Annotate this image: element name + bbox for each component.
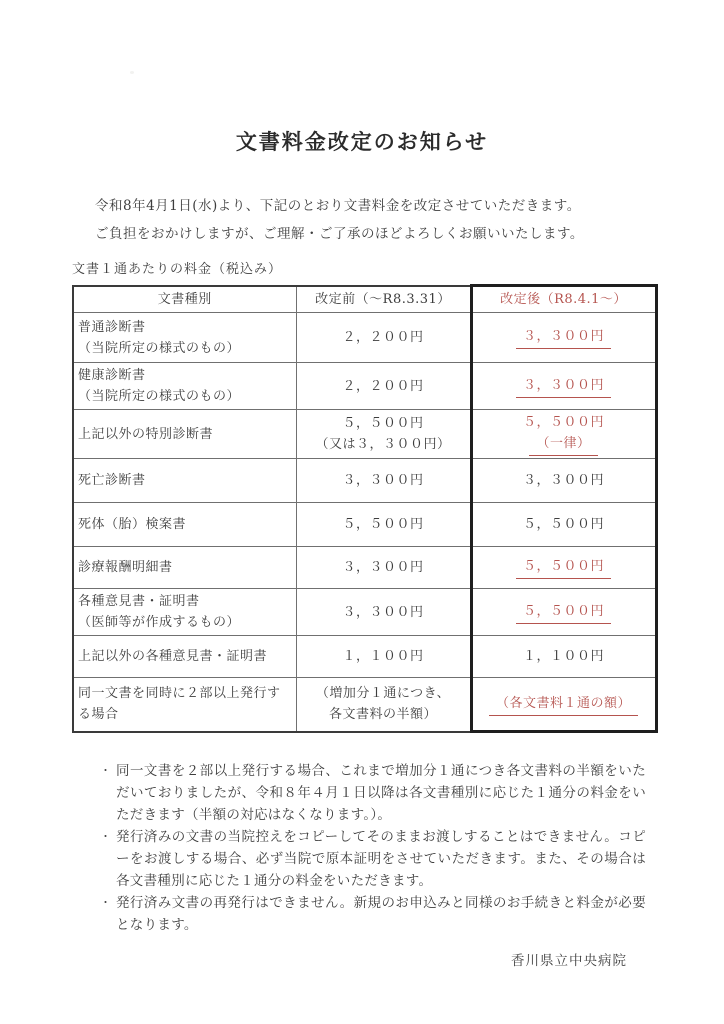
doc-type-cell: 診療報酬明細書 <box>73 547 296 589</box>
before-fee-value: ５，５００円 <box>342 416 424 431</box>
after-fee-cell <box>471 363 656 410</box>
after-fee-value: ３，３００円 <box>516 326 611 349</box>
doc-type-sub: （当院所定の様式のもの） <box>78 389 241 404</box>
before-fee-cell: １，１００円 <box>296 636 471 678</box>
doc-type-name: 健康診断書 <box>78 368 146 383</box>
after-fee-cell: ３，３００円 <box>471 459 656 503</box>
after-fee-cell <box>471 410 656 459</box>
doc-type-cell: 上記以外の特別診断書 <box>73 410 296 459</box>
before-fee-cell: ３，３００円 <box>296 589 471 636</box>
before-fee-cell: ３，３００円 <box>296 459 471 503</box>
doc-type-cell: 同一文書を同時に２部以上発行する場合 <box>73 678 296 732</box>
notes-list <box>100 760 646 936</box>
doc-type-sub: （当院所定の様式のもの） <box>78 340 241 356</box>
note-item: ・ 発行済みの文書の当院控えをコピーしてそのままお渡しすることはできません。コピーをお渡しする場合、必ず当院で原本証明をさせていただきます。また、その場合は各文書種別に応じた１通分の料金をいただきます。 <box>100 826 646 892</box>
before-fee-cell <box>296 410 471 459</box>
table-caption: 文書１通あたりの料金（税込み） <box>72 262 283 277</box>
table-row <box>73 363 656 410</box>
before-fee-cell <box>296 678 471 732</box>
after-fee-cell: １，１００円 <box>471 636 656 678</box>
after-fee-cell <box>471 547 656 589</box>
after-fee-value: ５，５００円 <box>522 415 604 430</box>
header-doc-type: 文書種別 <box>73 286 296 313</box>
after-fee-cell <box>471 589 656 636</box>
intro-paragraph <box>95 192 724 248</box>
doc-type-cell: 死体（胎）検案書 <box>73 503 296 547</box>
note-item: ・ 発行済み文書の再発行はできません。新規のお申込みと同様のお手続きと料金が必要となります。 <box>100 892 646 936</box>
after-fee-sub: （一律） <box>529 433 597 456</box>
doc-type-cell <box>73 363 296 410</box>
header-before: 改定前（～R8.3.31） <box>296 286 471 313</box>
before-fee-cell: ３，３００円 <box>296 547 471 589</box>
table-row <box>73 503 656 547</box>
after-fee-value: ５，５００円 <box>516 601 611 624</box>
intro-line-1: 令和8年4月1日(水)より、下記のとおり文書料金を改定させていただきます。 <box>95 198 581 214</box>
scan-speck <box>130 71 134 74</box>
after-fee-cell <box>471 678 656 732</box>
after-fee-cell: ５，５００円 <box>471 503 656 547</box>
before-fee-cell: ２，２００円 <box>296 363 471 410</box>
table-row <box>73 313 656 363</box>
after-fee-value: ３，３００円 <box>516 375 611 398</box>
before-fee-sub: 各文書料の半額） <box>328 707 437 723</box>
intro-line-2: ご負担をおかけしますが、ご理解・ご了承のほどよろしくお願いいたします。 <box>95 226 584 242</box>
doc-type-name: 各種意見書・証明書 <box>78 594 200 609</box>
after-fee-cell <box>471 313 656 363</box>
table-row <box>73 678 656 732</box>
note-item: ・ 同一文書を２部以上発行する場合、これまで増加分１通につき各文書料の半額をいただいておりましたが、令和８年４月１日以降は各文書種別に応じた１通分の料金をいただきます（半額の対応はなくなります。）。 <box>100 760 646 826</box>
fee-table <box>72 284 658 733</box>
header-after: 改定後（R8.4.1～） <box>471 286 656 313</box>
signature: 香川県立中央病院 <box>511 953 627 969</box>
before-fee-sub: （又は３，３００円） <box>315 437 451 452</box>
table-row <box>73 547 656 589</box>
before-fee-value: （増加分１通につき、 <box>315 686 451 702</box>
table-row <box>73 459 656 503</box>
doc-type-cell: 上記以外の各種意見書・証明書 <box>73 636 296 678</box>
doc-type-sub: （医師等が作成するもの） <box>78 615 241 630</box>
table-row <box>73 589 656 636</box>
doc-type-cell <box>73 589 296 636</box>
table-header-row <box>73 286 656 313</box>
doc-type-cell <box>73 313 296 363</box>
table-row <box>73 410 656 459</box>
before-fee-cell: ２，２００円 <box>296 313 471 363</box>
doc-type-cell: 死亡診断書 <box>73 459 296 503</box>
after-fee-value: （各文書料１通の額） <box>489 693 638 716</box>
after-fee-value: ５，５００円 <box>516 556 611 579</box>
table-row <box>73 636 656 678</box>
page-title: 文書料金改定のお知らせ <box>235 130 489 154</box>
doc-type-name: 普通診断書 <box>78 319 146 335</box>
before-fee-cell: ５，５００円 <box>296 503 471 547</box>
